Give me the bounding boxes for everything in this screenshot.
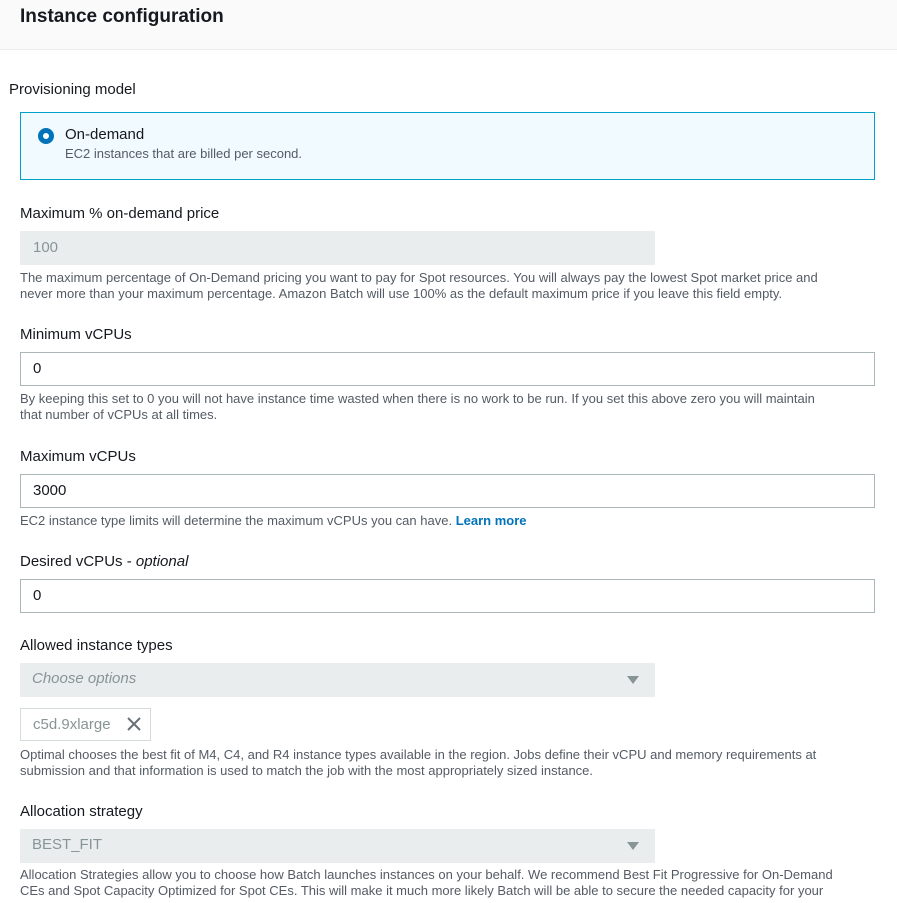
allocation-description-line: Allocation Strategies allow you to choose how Batch launches instances on your behalf. We recommend Best Fit Progressive for On-Demand: [20, 867, 833, 882]
instance-types-label: Allowed instance types: [20, 637, 173, 654]
max-price-description-line: never more than your maximum percentage. Amazon Batch will use 100% as the default maximum price if you leave this field empty.: [20, 286, 783, 301]
caret-down-icon: [627, 842, 639, 850]
on-demand-radio-card[interactable]: [20, 112, 875, 180]
instance-types-description-line: Optimal chooses the best fit of M4, C4, and R4 instance types available in the region. Jobs define their vCPU and memory requirements at: [20, 747, 817, 762]
caret-down-icon: [627, 676, 639, 684]
desired-vcpus-label-text: Desired vCPUs -: [20, 553, 136, 570]
max-price-description: [20, 270, 818, 302]
max-vcpus-label: Maximum vCPUs: [20, 448, 136, 465]
instance-type-token-label: c5d.9xlarge: [33, 716, 111, 733]
instance-types-description: [20, 747, 816, 779]
learn-more-link[interactable]: Learn more: [455, 513, 527, 528]
section-title: Instance configuration: [20, 6, 224, 27]
allocation-strategy-value: BEST_FIT: [32, 836, 103, 853]
instance-types-multiselect[interactable]: [20, 663, 655, 697]
provisioning-model-label: Provisioning model: [9, 81, 136, 98]
max-price-label: Maximum % on-demand price: [20, 205, 220, 222]
on-demand-option-title: On-demand: [65, 126, 145, 143]
max-vcpus-input[interactable]: 3000: [20, 474, 875, 508]
allocation-strategy-label: Allocation strategy: [20, 803, 143, 820]
allocation-strategy-description: [20, 867, 833, 899]
min-vcpus-description-line: By keeping this set to 0 you will not have instance time wasted when there is no work to be run. If you set this above zero you will maintain: [20, 391, 815, 406]
min-vcpus-label: Minimum vCPUs: [20, 326, 132, 343]
max-vcpus-description-text: EC2 instance type limits will determine the maximum vCPUs you can have.: [20, 513, 453, 528]
on-demand-option-description: EC2 instances that are billed per second.: [65, 146, 303, 161]
allocation-description-line: CEs and Spot Capacity Optimized for Spot CEs. This will make it much more likely Batch will be able to secure the needed capacity for your: [20, 883, 824, 898]
min-vcpus-input[interactable]: 0: [20, 352, 875, 386]
desired-vcpus-input[interactable]: 0: [20, 579, 875, 613]
radio-selected-icon[interactable]: [38, 128, 54, 144]
section-header: [0, 0, 897, 50]
close-icon[interactable]: [126, 716, 142, 732]
max-vcpus-description: [20, 513, 527, 529]
optional-tag: optional: [135, 553, 189, 570]
min-vcpus-description: [20, 391, 815, 423]
instance-types-placeholder: Choose options: [32, 670, 137, 687]
instance-type-token: [20, 708, 151, 741]
allocation-strategy-select[interactable]: [20, 829, 655, 863]
max-price-description-line: The maximum percentage of On-Demand pricing you want to pay for Spot resources. You will always pay the lowest Spot market price and: [20, 270, 818, 285]
min-vcpus-description-line: that number of vCPUs at all times.: [20, 407, 218, 422]
max-price-input[interactable]: 100: [20, 231, 655, 265]
instance-types-description-line: submission and that information is used to match the job with the most appropriately sized instance.: [20, 763, 594, 778]
desired-vcpus-label: [20, 553, 188, 570]
